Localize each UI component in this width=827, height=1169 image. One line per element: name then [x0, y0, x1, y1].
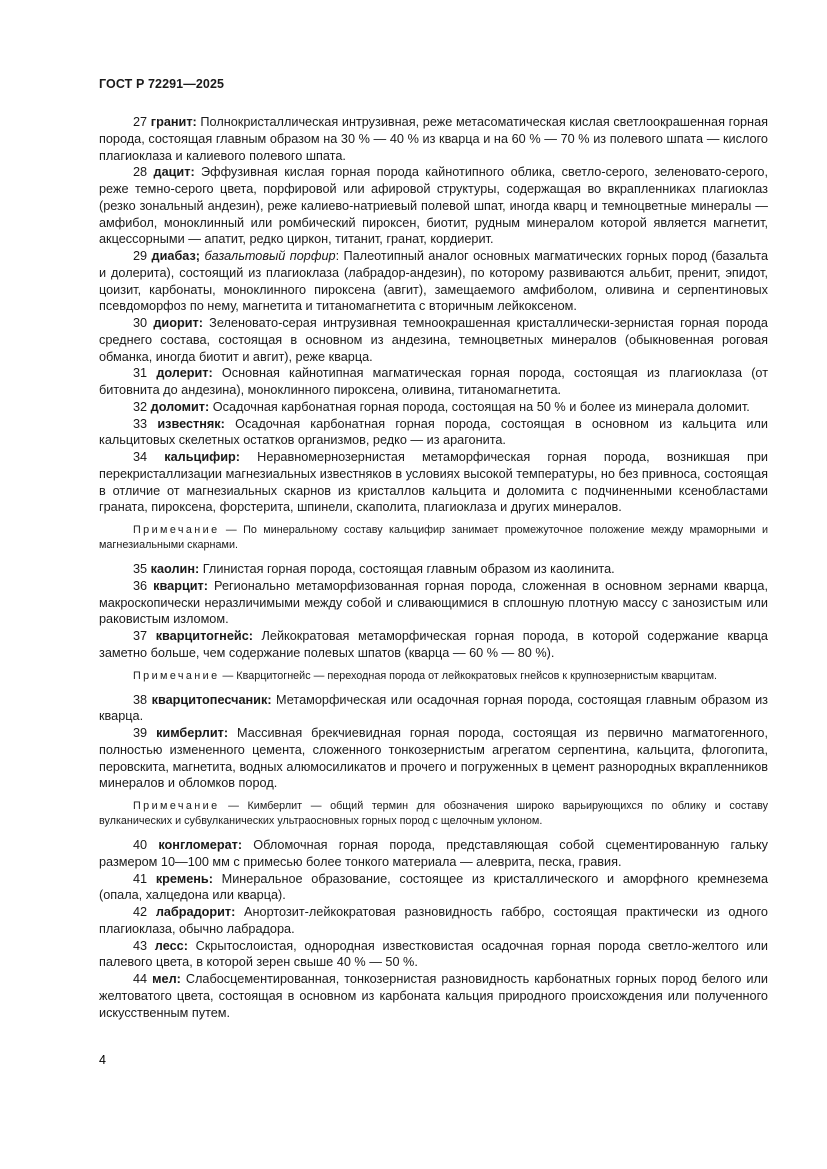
entry-definition: Массивная брекчиевидная горная порода, состоящая из первично магматогенного, полностью измененного цемента, сложенного тонкозернистым агрегатом серпентина, кальцита, флогопита, перовскита, магнетита, водных алюмосиликатов и прочего и погруженных в цемент разнородных вкрапленников минералов и обломков пород.: [99, 726, 768, 791]
term-entry: [99, 837, 768, 871]
entry-number: 39: [133, 726, 148, 740]
entry-definition: Скрытослоистая, однородная известковистая осадочная горная порода светло-желтого или палевого цвета, в которой зерен свыше 40 % — 50 %.: [99, 938, 768, 970]
entry-term: кимберлит:: [156, 726, 229, 740]
entry-number: 41: [133, 871, 148, 886]
note-label: Примечание: [133, 800, 220, 812]
entry-definition: Лейкократовая метаморфическая горная порода, в которой содержание кварца заметно больше, чем содержание полевых шпатов (кварца — 60 % — 80 %).: [99, 629, 768, 660]
term-entry: [99, 628, 768, 662]
entry-definition: Осадочная карбонатная горная порода, состоящая в основном из кальцита или кальцитовых скелетных остатков организмов, редко — из арагонита.: [99, 416, 768, 448]
entry-note: [99, 523, 768, 553]
entry-note: [99, 669, 768, 684]
term-entry: [99, 315, 768, 365]
term-entry: [99, 114, 768, 164]
entry-term: диабаз;: [151, 249, 201, 263]
entry-term: диорит:: [153, 316, 203, 330]
term-entry: [99, 248, 768, 315]
entry-number: 44: [133, 972, 148, 986]
term-entry: [99, 399, 768, 416]
entry-number: 27: [133, 115, 148, 129]
term-entry: [99, 416, 768, 450]
term-entry: [99, 449, 768, 516]
note-label: Примечание: [133, 524, 220, 536]
term-entry: [99, 692, 768, 726]
entry-number: 38: [133, 692, 148, 707]
entry-term: каолин:: [150, 562, 200, 576]
entry-note: [99, 799, 768, 829]
entry-definition: Неравномернозернистая метаморфическая горная порода, возникшая при перекристаллизации магнезиальных известняков в условиях высокой температуры, но без привноса, состоящая в отличие от магнезиальных скарнов из кристаллов кальцита и доломита с подчиненными ксенобластами граната, пироксена, форстерита, шпинели, скаполита, плагиоклаза и других минералов.: [99, 450, 768, 515]
entry-term: кальцифир:: [164, 450, 241, 464]
entry-number: 34: [133, 450, 148, 464]
entry-definition: Регионально метаморфизованная горная порода, сложенная в основном зернами кварца, макроскопически неразличимыми между собой и сливающимися в сплошную плотную массу с занозистым или раковистым изломом.: [99, 578, 768, 627]
entry-term: кварцитопесчаник:: [151, 692, 272, 707]
entry-number: 30: [133, 316, 148, 330]
entry-term: гранит:: [150, 115, 197, 129]
entry-term: лесс:: [154, 938, 188, 953]
note-label: Примечание: [133, 669, 220, 682]
entry-term: конгломерат:: [158, 838, 243, 852]
entry-number: 28: [133, 165, 148, 180]
note-text: — Кварцитогнейс — переходная порода от лейкократовых гнейсов к крупнозернистым кварцитам.: [219, 669, 717, 682]
term-entry: [99, 904, 768, 938]
entry-number: 33: [133, 416, 148, 431]
term-entry: [99, 971, 768, 1021]
entry-definition: Основная кайнотипная магматическая горная порода, состоящая из плагиоклаза (от битовнита до андезина), моноклинного пироксена, оливина, титаномагнетита.: [99, 366, 769, 397]
entry-number: 37: [133, 629, 148, 643]
entry-definition: Слабосцементированная, тонкозернистая разновидность карбонатных горных пород белого или желтоватого цвета, состоящая в основном из карбоната кальция природного происхождения или полученного искусственным путем.: [99, 972, 768, 1020]
entry-definition: Полнокристаллическая интрузивная, реже метасоматическая кислая светлоокрашенная горная порода, состоящая главным образом на 30 % — 40 % из кварца и на 60 % — 70 % из полевого шпата — кислого плагиоклаза и калиевого полевого шпата.: [99, 115, 768, 163]
entry-definition: Анортозит-лейкократовая разновидность габбро, состоящая практически из одного плагиоклаза, обычно лабрадора.: [99, 905, 768, 936]
entry-number: 40: [133, 838, 148, 852]
entry-term: кварцитогнейс:: [155, 629, 253, 643]
term-entry: [99, 725, 768, 792]
entry-term: долерит:: [156, 366, 213, 381]
term-entry: [99, 561, 768, 578]
term-entry: [99, 164, 768, 248]
entry-number: 29: [133, 249, 148, 263]
entry-number: 32: [133, 399, 148, 414]
term-entry: [99, 871, 768, 905]
entry-definition: : Палеотипный аналог основных магматических горных пород (базальта и долерита), состоящий из плагиоклаза (лабрадор-андезин), по которому развиваются альбит, пренит, эпидот, цоизит, карбонаты, моноклинного пироксена (авгит), замещаемого амфиболом, оливина и серпентиновых псевдоморфоз по нему, магнетита и титаномагнетита с вторичным лейкоксеном.: [99, 249, 768, 314]
page-header: ГОСТ Р 72291—2025: [99, 77, 225, 91]
entry-term: лабрадорит:: [155, 905, 236, 919]
term-entry: [99, 578, 768, 628]
entry-term: дацит:: [153, 165, 195, 180]
entry-number: 42: [133, 905, 148, 919]
entry-number: 35: [133, 562, 148, 576]
terms-list: [99, 114, 768, 1021]
entry-term: кремень:: [155, 871, 213, 886]
entry-definition: Минеральное образование, состоящее из кристаллического и аморфного кремнезема (опала, халцедона или кварца).: [99, 871, 768, 903]
entry-term: кварцит:: [153, 578, 208, 593]
entry-definition: Зеленовато-серая интрузивная темноокрашенная кристаллически-зернистая горная порода среднего состава, состоящая в основном из андезина, темноцветных минералов (обыкновенная роговая обманка, иногда биотит и авгит), реже кварца.: [99, 316, 768, 364]
page-number: 4: [99, 1053, 106, 1067]
entry-term: известняк:: [157, 416, 225, 431]
entry-definition: Осадочная карбонатная горная порода, состоящая на 50 % и более из минерала доломит.: [209, 399, 750, 414]
entry-definition: Метаморфическая или осадочная горная порода, состоящая главным образом из кварца.: [99, 692, 768, 724]
note-text: — Кимберлит — общий термин для обозначения широко варьирующихся по облику и составу вулканических и субвулканических ультраосновных горных пород с щелочным уклоном.: [99, 800, 768, 827]
entry-number: 43: [133, 938, 148, 953]
term-entry: [99, 365, 768, 399]
entry-term: мел:: [152, 972, 181, 986]
document-page: [99, 76, 768, 1021]
note-text: — По минеральному составу кальцифир занимает промежуточное положение между мраморными и магнезиальными скарнами.: [99, 524, 768, 551]
entry-number: 31: [133, 366, 148, 381]
entry-definition: Обломочная горная порода, представляющая собой сцементированную гальку размером 10—100 мм с примесью более тонкого материала — алеврита, песка, гравия.: [99, 838, 768, 869]
entry-definition: Эффузивная кислая горная порода кайнотипного облика, светло-серого, зеленовато-серого, реже темно-серого цвета, порфировой или афировой структуры, содержащая во вкрапленниках плагиоклаз (резко зональный андезин), реже калиево-натриевый полевой шпат, иногда кварц и темноцветные минералы — амфибол, моноклинный или ромбический пироксен, биотит, рудным минералом которой является магнетит, акцессорными — апатит, редко циркон, титанит, гранат, кордиерит.: [99, 165, 768, 247]
term-entry: [99, 938, 768, 972]
entry-number: 36: [133, 578, 148, 593]
entry-term-synonym: базальтовый порфир: [200, 249, 336, 263]
entry-definition: Глинистая горная порода, состоящая главным образом из каолинита.: [199, 562, 615, 576]
entry-term: доломит:: [150, 399, 210, 414]
